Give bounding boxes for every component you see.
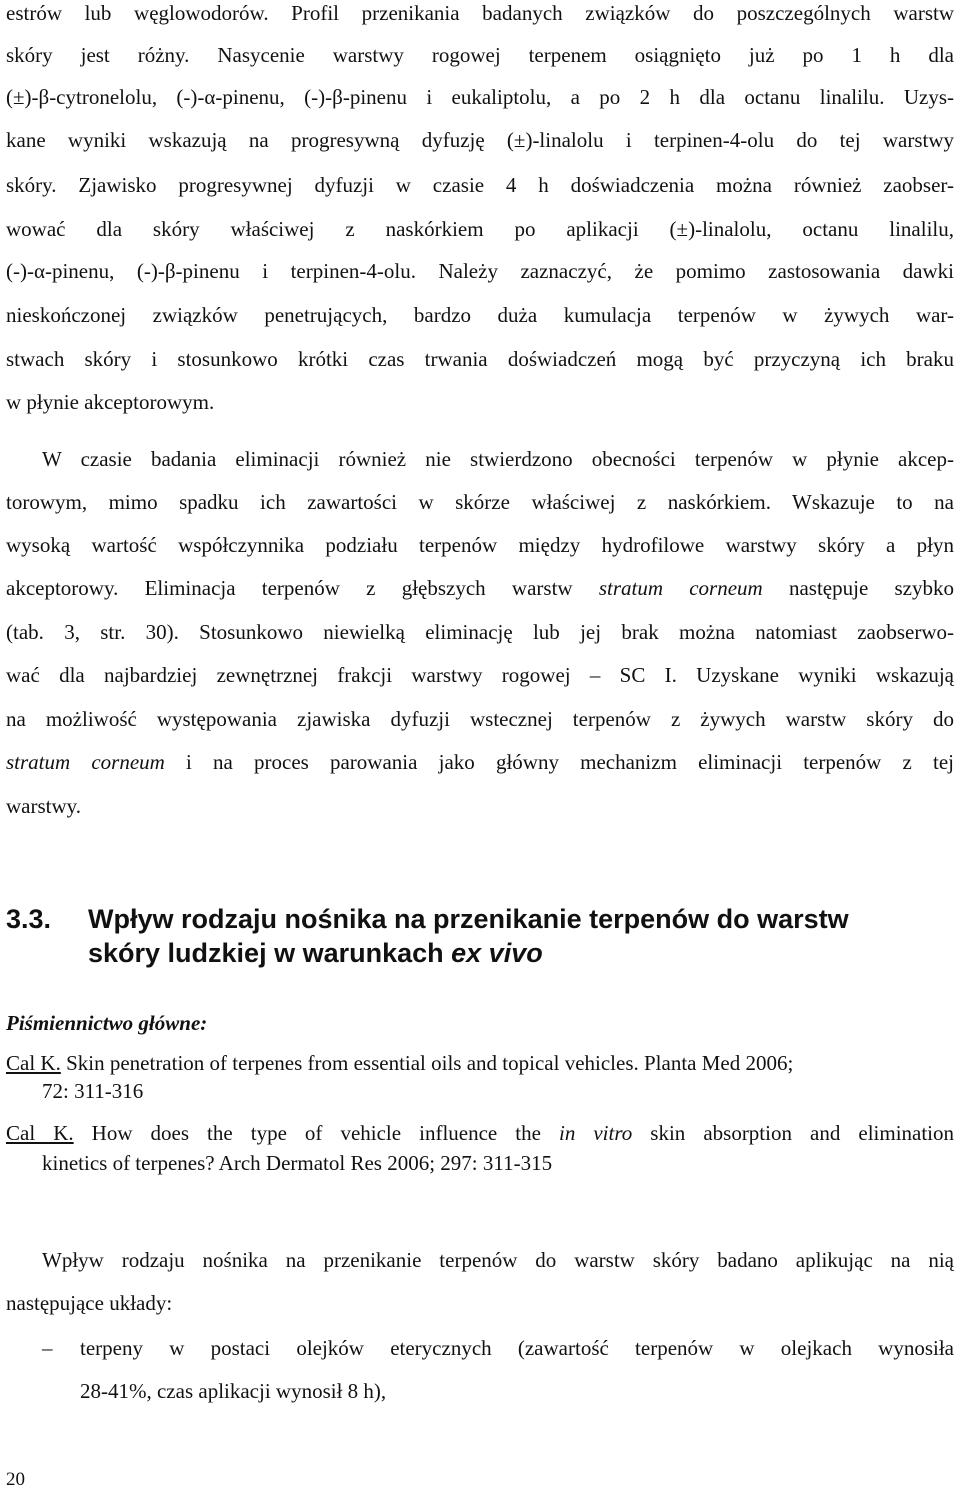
text-span: skóry ludzkiej w warunkach [88,938,452,968]
text-line: (-)-α-pinenu, (-)-β-pinenu i terpinen-4-olu. Należy zaznaczyć, że pomimo zastosowania dawki [6,259,954,283]
text-line: w płynie akceptorowym. [6,390,215,414]
text-span: How does the type of vehicle influence the [73,1121,559,1145]
italic-term: stratum corneum [6,750,165,774]
section-number: 3.3. [6,904,52,934]
text-line: nieskończonej związków penetrujących, bardzo duża kumulacja terpenów w żywych war- [6,303,954,327]
text-span: Skin penetration of terpenes from essential oils and topical vehicles. Planta Med 2006; [60,1051,794,1075]
italic-term: in vitro [558,1121,633,1145]
italic-term: stratum corneum [598,576,763,600]
page-number: 20 [6,1469,25,1490]
text-line: Wpływ rodzaju nośnika na przenikanie terpenów do warstw skóry badano aplikując na nią [42,1248,954,1272]
reference-line [6,1050,793,1076]
text-span: akceptorowy. Eliminacja terpenów z głębszych warstw [6,576,599,600]
text-line: wysoką wartość współczynnika podziału terpenów między hydrofilowe warstwy skóry a płyn [6,533,954,557]
text-line: wać dla najbardziej zewnętrznej frakcji warstwy rogowej – SC I. Uzyskane wyniki wskazują [6,663,954,687]
literature-heading: Piśmiennictwo główne: [6,1011,208,1035]
text-line: warstwy. [6,794,82,818]
section-title-line [88,936,543,970]
text-line: (±)-β-cytronelolu, (-)-α-pinenu, (-)-β-pinenu i eukaliptolu, a po 2 h dla octanu linalilu. Uzys- [6,85,954,109]
text-line: estrów lub węglowodorów. Profil przenikania badanych związków do poszczególnych warstw [6,1,954,25]
reference-author: Cal K. [6,1051,61,1075]
text-line [6,749,954,775]
text-line: stwach skóry i stosunkowo krótki czas trwania doświadczeń mogą być przyczyną ich braku [6,347,954,371]
text-line: następujące układy: [6,1291,173,1315]
text-span: skin absorption and elimination [632,1121,955,1145]
text-line: W czasie badania eliminacji również nie stwierdzono obecności terpenów w płynie akcep- [42,447,954,471]
text-line: kane wyniki wskazują na progresywną dyfuzję (±)-linalolu i terpinen-4-olu do tej warstwy [6,128,954,152]
reference-line: 72: 311-316 [42,1079,144,1103]
list-item-line: terpeny w postaci olejków eterycznych (zawartość terpenów w olejkach wynosiła [80,1336,954,1360]
italic-term: ex vivo [451,938,543,968]
text-line: skóry. Zjawisko progresywnej dyfuzji w czasie 4 h doświadczenia można również zaobser- [6,173,954,197]
text-line: skóry jest różny. Nasycenie warstwy rogowej terpenem osiągnięto już po 1 h dla [6,43,954,67]
text-line: (tab. 3, str. 30). Stosunkowo niewielką eliminację lub jej brak można natomiast zaobserwo- [6,620,954,644]
text-line [6,575,954,601]
text-line: wować dla skóry właściwej z naskórkiem po aplikacji (±)-linalolu, octanu linalilu, [6,217,954,241]
text-span: następuje szybko [762,576,954,600]
section-title-line: Wpływ rodzaju nośnika na przenikanie terpenów do warstw [88,904,849,934]
text-line: torowym, mimo spadku ich zawartości w skórze właściwej z naskórkiem. Wskazuje to na [6,490,954,514]
text-line: na możliwość występowania zjawiska dyfuzji wstecznej terpenów z żywych warstw skóry do [6,707,954,731]
reference-line [6,1120,954,1146]
reference-author: Cal K. [6,1121,74,1145]
reference-line: kinetics of terpenes? Arch Dermatol Res 2006; 297: 311-315 [42,1151,553,1175]
list-item-line: 28-41%, czas aplikacji wynosił 8 h), [80,1379,387,1403]
text-span: i na proces parowania jako główny mechanizm eliminacji terpenów z tej [164,750,954,774]
list-bullet: – [42,1336,53,1360]
